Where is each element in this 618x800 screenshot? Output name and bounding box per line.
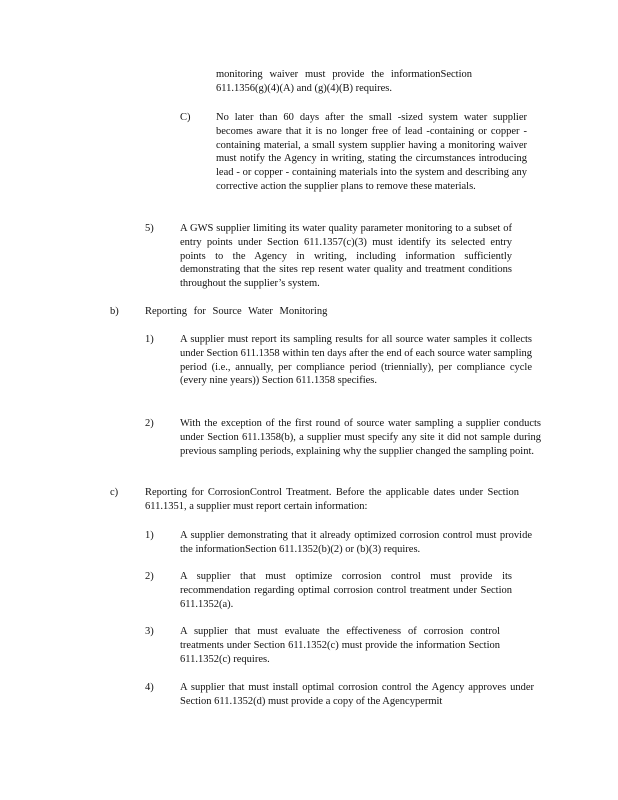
paragraph-text: No later than 60 days after the small -sized system water supplier becomes aware that it is no longer free of lead -containing or copper -containing material, a small system supplier having a monitoring waiver must notify the Agency in writing, stating the circumstances introducing lead - or copper - containing materials into the system and describing any corrective action the supplier plans to remove these materials. <box>216 112 527 192</box>
item-label: 4) <box>145 682 154 693</box>
item-label: 2) <box>145 418 154 429</box>
paragraph-text: With the exception of the first round of source water sampling a supplier conducts under Section 611.1358(b), a supplier must specify any site it did not sample during previous sampling periods, explaining why the supplier changed the sampling point. <box>180 418 541 457</box>
paragraph-text: A supplier that must install optimal corrosion control the Agency approves under Section 611.1352(d) must provide a copy of the Agencypermit <box>180 682 534 707</box>
paragraph-text: A supplier must report its sampling results for all source water samples it collects under Section 611.1358 within ten days after the end of each source water sampling period (i.e., annually, per compliance period (triennially), per compliance cycle (every nine years)) Section 611.1358 specifies. <box>180 334 532 387</box>
item-label: 1) <box>145 334 154 345</box>
paragraph-text: A supplier that must optimize corrosion control must provide its recommendation regarding optimal corrosion control treatment under Section 611.1352(a). <box>180 571 512 610</box>
item-label: 5) <box>145 223 154 234</box>
paragraph-text: Reporting for CorrosionControl Treatment. Before the applicable dates under Section 611.1351, a supplier must report certain information: <box>145 487 519 512</box>
item-label: 2) <box>145 571 154 582</box>
item-label: 3) <box>145 626 154 637</box>
paragraph-text: A supplier that must evaluate the effectiveness of corrosion control treatments under Section 611.1352(c) must provide the information Section 611.1352(c) requires. <box>180 626 500 665</box>
paragraph-text: monitoring waiver must provide the informationSection 611.1356(g)(4)(A) and (g)(4)(B) requires. <box>216 69 472 94</box>
section-label: c) <box>110 487 119 498</box>
item-label: 1) <box>145 530 154 541</box>
paragraph-text: A GWS supplier limiting its water quality parameter monitoring to a subset of entry points under Section 611.1357(c)(3) must identify its selected entry points to the Agency in writing, including information sufficiently demonstrating that the sites rep resent water quality and treatment conditions throughout the supplier’s system. <box>180 223 512 290</box>
section-label: b) <box>110 306 119 317</box>
section-title: Reporting for Source Water Monitoring <box>145 306 328 317</box>
paragraph-text: A supplier demonstrating that it already optimized corrosion control must provide the informationSection 611.1352(b)(2) or (b)(3) requires. <box>180 530 532 555</box>
item-label: C) <box>180 112 191 123</box>
